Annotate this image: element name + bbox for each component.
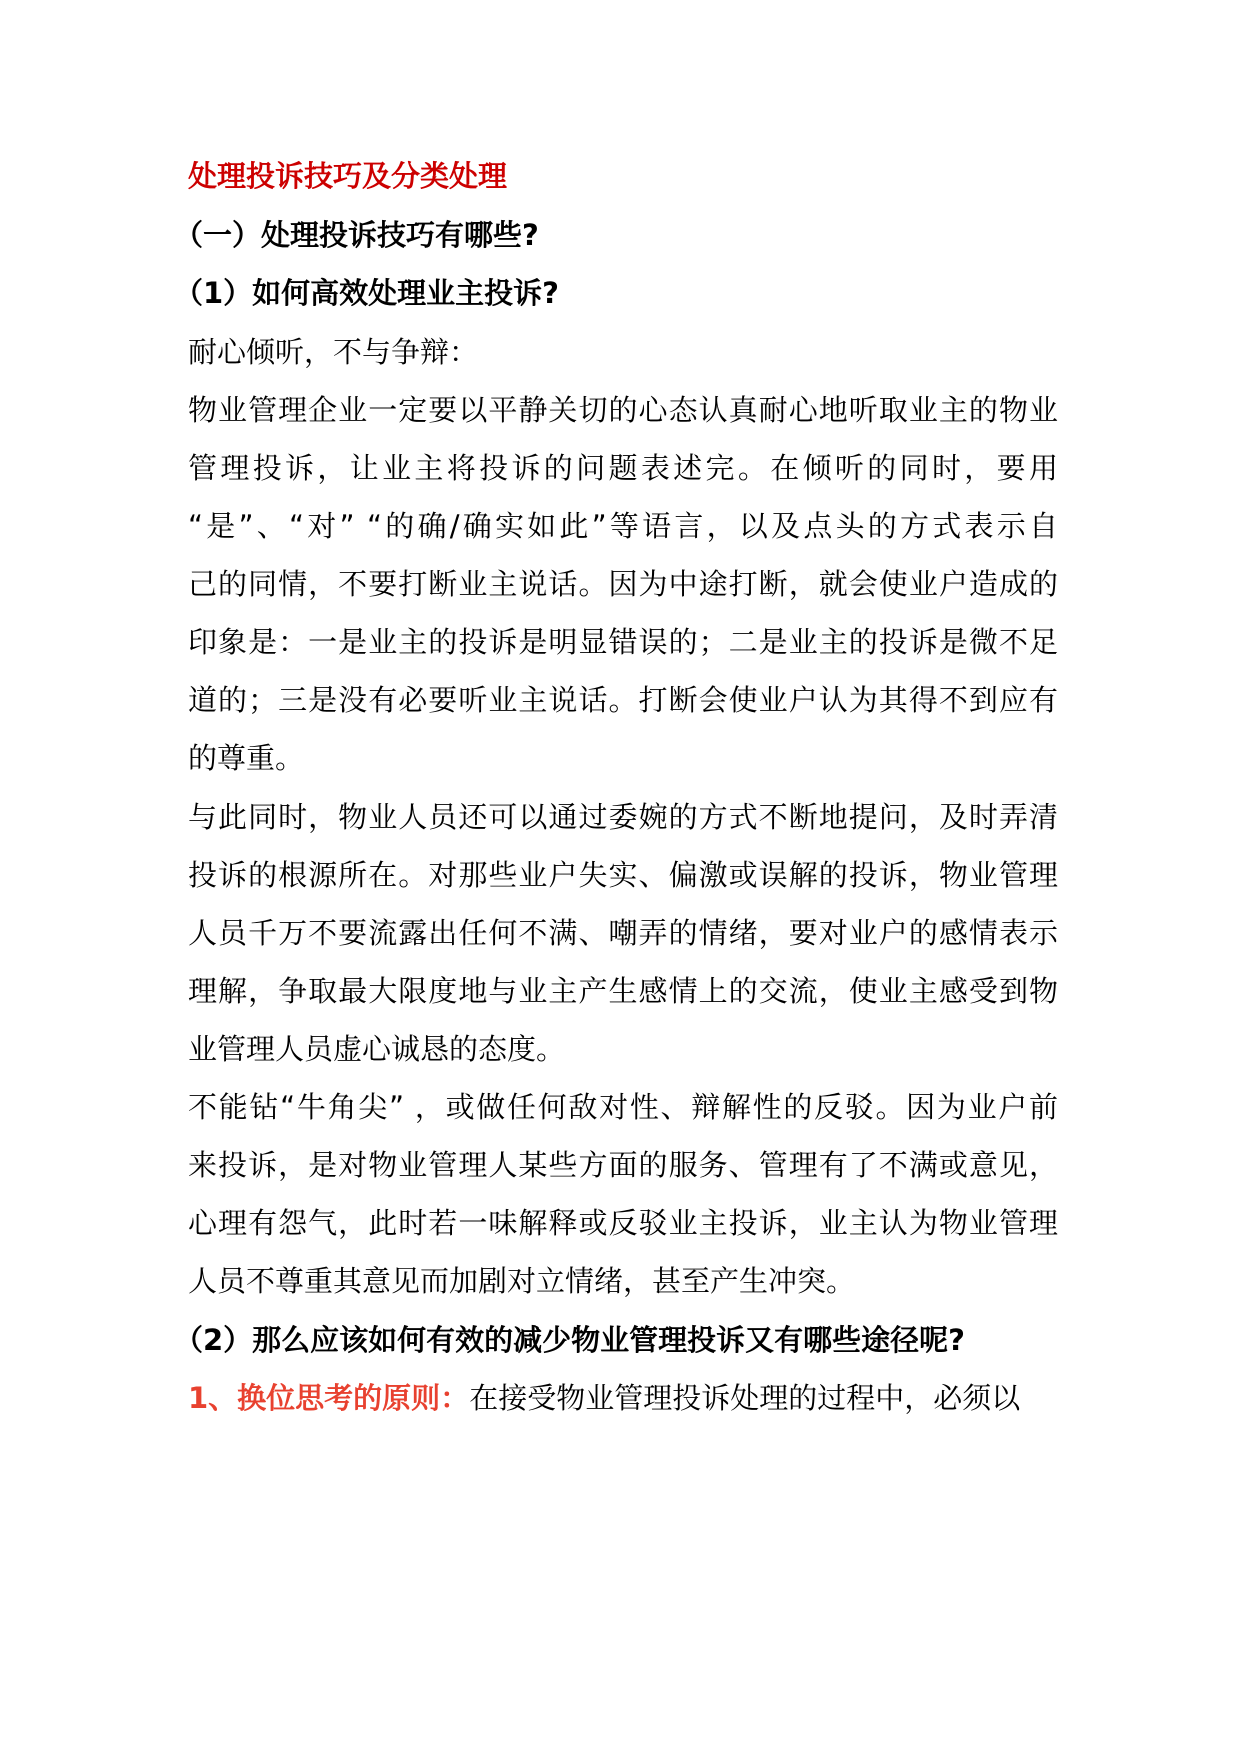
paragraph-3-line: 理解，争取最大限度地与业主产生感情上的交流，使业主感受到物: [188, 974, 1058, 1008]
paragraph-2-line: 道的；三是没有必要听业主说话。打断会使业户认为其得不到应有: [188, 683, 1058, 717]
paragraph-2-line: 物业管理企业一定要以平静关切的心态认真耐心地听取业主的物业: [188, 393, 1058, 427]
paragraph-2-line: “是”、“对” “的确/确实如此”等语言，以及点头的方式表示自: [188, 509, 1058, 543]
paragraph-2-line: 管理投诉，让业主将投诉的问题表述完。在倾听的同时，要用: [188, 451, 1058, 485]
paragraph-4-line: 心理有怨气，此时若一味解释或反驳业主投诉，业主认为物业管理: [188, 1206, 1058, 1240]
section-heading: （一）处理投诉技巧有哪些?: [174, 218, 539, 252]
question-1-heading: （1）如何高效处理业主投诉?: [174, 276, 560, 310]
paragraph-4-line: 不能钻“牛角尖” ，或做任何敌对性、辩解性的反驳。因为业户前: [188, 1090, 1058, 1124]
paragraph-3-line: 人员千万不要流露出任何不满、嘲弄的情绪，要对业户的感情表示: [188, 916, 1058, 950]
principle-text: 在接受物业管理投诉处理的过程中，必须以: [469, 1381, 1021, 1415]
paragraph-2-line: 的尊重。: [188, 741, 305, 775]
paragraph-3-line: 业管理人员虚心诚恳的态度。: [188, 1032, 566, 1066]
paragraph-2-line: 己的同情，不要打断业主说话。因为中途打断，就会使业户造成的: [188, 567, 1058, 601]
paragraph-3-line: 投诉的根源所在。对那些业户失实、偏激或误解的投诉，物业管理: [188, 858, 1058, 892]
paragraph-3-line: 与此同时，物业人员还可以通过委婉的方式不断地提问，及时弄清: [188, 800, 1058, 834]
principle-line: [188, 1380, 1058, 1416]
paragraph-4-line: 人员不尊重其意见而加剧对立情绪，甚至产生冲突。: [188, 1264, 856, 1298]
paragraph-4-line: 来投诉，是对物业管理人某些方面的服务、管理有了不满或意见，: [188, 1148, 1058, 1182]
paragraph-label-listen: 耐心倾听，不与争辩：: [188, 335, 479, 369]
principle-label: 1、换位思考的原则：: [188, 1381, 470, 1415]
question-2-heading: （2）那么应该如何有效的减少物业管理投诉又有哪些途径呢?: [174, 1323, 966, 1357]
paragraph-2-line: 印象是：一是业主的投诉是明显错误的；二是业主的投诉是微不足: [188, 625, 1058, 659]
document-title: 处理投诉技巧及分类处理: [188, 159, 508, 193]
